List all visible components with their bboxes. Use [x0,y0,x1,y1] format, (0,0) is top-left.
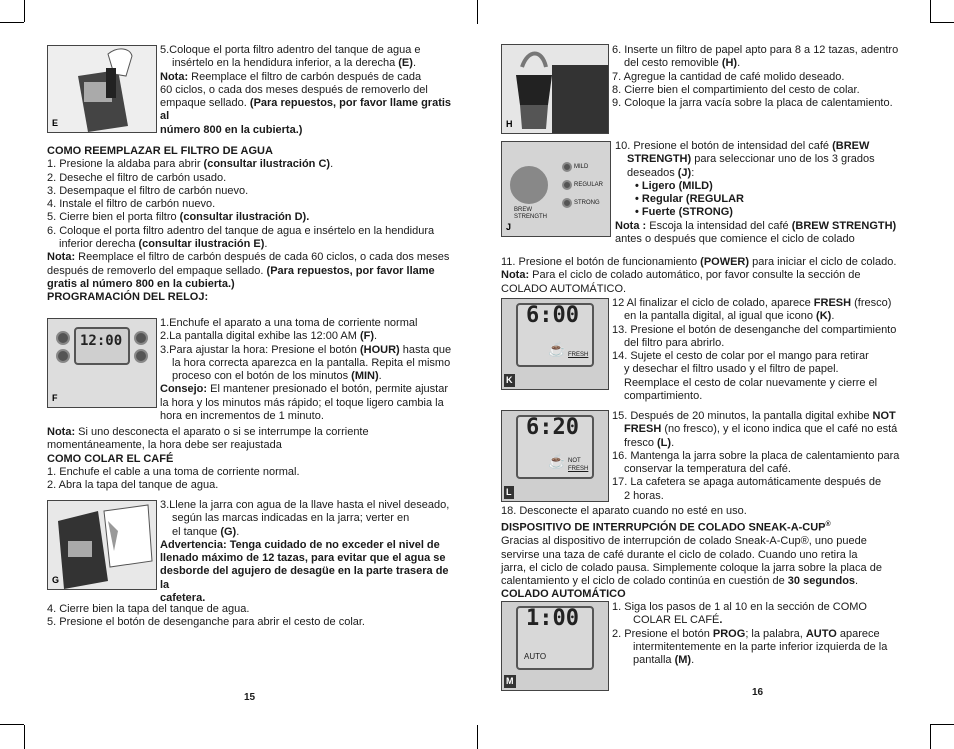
brew-strength-dial [510,166,548,204]
body-bold: 30 segundos [787,575,856,588]
status-ref: NOT [872,410,896,422]
illustration-k [501,298,609,390]
step-text: 9. Coloque la jarra vacía sobre la placa de calentamiento. [612,97,893,110]
crop-mark [0,724,24,725]
lcd-time: 6:20 [526,415,579,440]
punct: . [831,310,835,323]
illustration-j [501,141,611,237]
section-heading-clock: PROGRAMACIÓN DEL RELOJ: [47,291,209,304]
note-bold: (Para repuestos, por favor llame gratis al [160,97,452,123]
mild-label: MILD [574,164,589,170]
step-text: 3.Para ajustar la hora: Presione el botón [160,343,360,356]
section-heading-filter: COMO REEMPLAZAR EL FILTRO DE AGUA [47,145,273,157]
figure-ref: (G) [220,525,237,538]
step-text: aparece [836,627,880,640]
figure-ref: (E) [398,57,413,70]
lcd-time: 1:00 [526,606,579,631]
lcd-display [516,303,594,367]
lcd-mode: AUTO [524,652,547,661]
note-text: empaque sellado. [160,97,250,110]
auto-steps [612,601,922,667]
tip-label: Consejo: [160,383,208,396]
note-bold: gratis al número 800 en la cubierta.) [47,277,235,290]
indicator-light [562,198,572,208]
steps-6-9 [612,44,912,110]
control-button [56,331,70,345]
lcd-status: NOT [568,458,581,464]
figure-label-k: K [504,374,515,387]
note-text: Para el ciclo de colado automático, por favor consulte la sección de [529,269,861,282]
dial-label: BREW [514,207,532,213]
step-text: 16. Mantenga la jarra sobre la placa de calentamiento para [612,449,900,462]
figure-label-g: G [52,574,60,585]
step-text: para iniciar el ciclo de colado. [749,256,897,268]
strength-option: • Ligero (MILD) [635,179,713,192]
punct: . [374,330,378,343]
step-text: deseados [627,166,678,179]
registered-mark: ® [825,521,831,529]
step-text: (no fresco), y el icono indica que el café no está [661,423,898,436]
figure-ref: (M) [674,654,692,667]
punct: . [719,614,723,627]
step-text: 3. Desempaque el filtro de carbón nuevo. [47,184,249,197]
control-button [56,349,70,363]
step-text: pantalla [633,654,675,667]
coffee-cup-icon: ☕ [548,341,566,357]
lcd-status: FRESH [568,466,589,472]
step-text: (fresco) [851,297,892,309]
figure-ref: (J) [677,166,692,179]
lcd-display [74,327,130,365]
step-text: fresco [624,436,658,449]
control-button [134,331,148,345]
regular-label: REGULAR [574,182,604,188]
step-text: Reemplace el cesto de colar nuevamente y cierre el [624,376,878,389]
punct: . [378,370,382,383]
punct: . [264,238,268,251]
figure-label-h: H [506,118,513,129]
strength-option: • Fuerte (STRONG) [635,206,733,219]
step-text: 8. Cierre bien el compartimiento del cesto de colar. [612,83,860,96]
section-heading-brew: COMO COLAR EL CAFÉ [47,452,174,465]
status-ref: FRESH [624,423,662,436]
step-text: inferior derecha [59,238,139,251]
step-text: y desechar el filtro usado y el filtro de papel. [624,363,839,376]
note-bold: número 800 en la cubierta.) [160,123,303,136]
button-ref: (BREW [832,140,870,152]
step-text: proceso con el botón de los minutos [172,370,352,383]
step-text: del filtro para abrirlo. [624,336,725,349]
strength-option: • Regular (REGULAR [635,193,744,206]
step-text: 12 Al finalizar el ciclo de colado, aparece [612,297,814,309]
illustration-l [501,410,609,502]
step-text: 6. Inserte un filtro de papel apto para 8 a 12 tazas, adentro [612,44,899,56]
warning-text: Advertencia: Tenga cuidado de no exceder el nivel de [160,538,440,551]
step-10 [615,140,915,246]
figure-ref: (consultar ilustración C) [203,158,331,171]
illustration-h [501,44,609,134]
tip-text: la hora y los minutos más rápido; el toque ligero cambia la [160,396,444,409]
warning-text: desborde del agujero de desagüe en la parte trasera de la [160,565,449,591]
note-text: COLADO AUTOMÁTICO. [501,282,627,295]
note-label: Nota: [47,426,76,438]
step-text: 2. Abra la tapa del tanque de agua. [47,479,219,492]
step-18-and-sneak [501,505,921,602]
body-text: jarra, el ciclo de colado pausa. Simplemente coloque la jarra sobre la placa de [501,561,882,574]
mode-ref: AUTO [805,627,837,640]
carafe-pouring-illustration [48,501,156,589]
step-text: la hora correcta aparezca en la pantalla. Repita el mismo [172,356,451,369]
punct: . [236,525,240,538]
step-text: compartimiento. [624,390,703,403]
tip-text: El mantener presionado el botón, permite ajustar [207,383,448,396]
warning-text: llenado máximo de 12 tazas, para evitar que el agua se [160,552,446,565]
control-button [134,349,148,363]
illustration-f [47,318,157,408]
lcd-status: FRESH [568,352,589,358]
step-text: 3.Llene la jarra con agua de la llave hasta el nivel deseado, [160,499,450,511]
punct: . [855,575,859,588]
brew-step-3 [160,499,460,605]
page-number-left: 15 [244,692,256,703]
filter-section [47,145,457,305]
center-mark [477,725,478,749]
note-text: Reemplace el filtro de carbón después de cada 60 ciclos, o cada dos meses [75,251,450,264]
button-ref: (MIN) [351,370,379,383]
step-text: intermitentemente en la parte inferior izquierda de la [633,640,888,653]
step-text: ; la palabra, [745,627,806,640]
lcd-display [516,606,594,670]
step-text: insértelo en la hendidura inferior, a la derecha [172,57,399,70]
step-text: 5. Presione el botón de desenganche para abrir el cesto de colar. [47,616,365,629]
lcd-time: 12:00 [80,333,123,349]
illustration-g [47,500,157,590]
step-text: hasta que [399,343,452,356]
body-text: calentamiento y el ciclo de colado continúa en cuestión de [501,575,788,588]
section-heading-sneak-a-cup: DISPOSITIVO DE INTERRUPCIÓN DE COLADO SNEAK-A-CUP [501,521,826,534]
punct: . [330,158,334,171]
note-label: Nota: [501,269,530,282]
clock-steps [160,317,460,423]
step-text: 2 horas. [624,489,664,502]
step-11 [501,256,921,296]
illustration-m [501,601,609,691]
warning-text: cafetera. [160,592,206,605]
step-text: COLAR EL CAFÉ [633,614,720,627]
coffee-cup-icon: ☕ [548,453,566,469]
indicator-light [562,180,572,190]
figure-label-l: L [504,486,514,499]
button-ref: (POWER) [700,256,750,268]
body-text: servirse una taza de café durante el ciclo de colado. Cuando uno retira la [501,548,858,561]
step-text: del cesto removible [624,57,722,70]
punct: . [671,436,675,449]
step-text: 10. Presione el botón de intensidad del café [615,140,833,152]
lcd-time: 6:00 [526,303,579,328]
note-text: después de removerlo del empaque sellado. [47,264,267,277]
step-text: 13. Presione el botón de desenganche del compartimiento [612,323,897,336]
note-text: Escoja la intensidad del café [646,219,792,232]
figure-label-e: E [52,117,59,128]
figure-ref: (H) [721,57,738,70]
crop-mark [930,725,931,749]
note-text: momentáneamente, la hora debe ser reajustada [47,439,282,452]
step-text: 15. Después de 20 minutos, la pantalla digital exhibe [612,410,873,422]
dial-label: STRENGTH [514,214,547,220]
step-text: 2. Presione el botón [612,627,713,640]
step-text: 5. Cierre bien el porta filtro [47,211,180,224]
step-text: conservar la temperatura del café. [624,463,791,476]
step-text: 6. Coloque el porta filtro adentro del tanque de agua e insértelo en la hendidura [47,224,435,237]
step-text: para seleccionar uno de los 3 grados [691,153,875,166]
figure-ref: (F) [359,330,375,343]
punct: . [691,654,695,667]
button-ref: (BREW STRENGTH) [791,219,897,232]
note-label: Nota : [615,219,647,232]
body-text: Gracias al dispositivo de interrupción de colado Sneak-A-Cup®, uno puede [501,535,867,548]
note-label: Nota: [160,70,189,83]
button-ref: PROG [712,627,746,640]
status-ref: FRESH [813,297,852,309]
figure-label-m: M [504,675,516,688]
strong-label: STRONG [574,200,600,206]
tip-text: hora en incrementos de 1 minuto. [160,410,324,423]
punct: . [737,57,741,70]
figure-ref: (L) [657,436,672,449]
note-label: Nota: [47,251,76,264]
step-text: 18. Desconecte el aparato cuando no esté en uso. [501,505,747,517]
illustration-e [47,45,157,133]
step-text: 5.Coloque el porta filtro adentro del tanque de agua e [160,44,421,56]
punct: : [691,166,695,179]
step-text: 4. Cierre bien la tapa del tanque de agua. [47,603,250,615]
step-text: 1. Enchufe el cable a una toma de corriente normal. [47,465,300,478]
punct: . [412,57,416,70]
step-text: 7. Agregue la cantidad de café molido deseado. [612,70,845,83]
step-text: 2. Deseche el filtro de carbón usado. [47,171,227,184]
step-text: 14. Sujete el cesto de colar por el mango para retirar [612,350,869,363]
figure-ref: (consultar ilustración E) [138,238,265,251]
filter-holder-illustration [48,46,156,132]
button-ref: (HOUR) [359,343,400,356]
crop-mark [930,22,954,23]
step-text: 1. Siga los pasos de 1 al 10 en la sección de COMO [612,601,867,613]
figure-ref: (K) [816,310,832,323]
step-text: 1.Enchufe el aparato a una toma de corriente normal [160,317,418,329]
button-ref: STRENGTH) [627,153,692,166]
steps-12-14 [612,297,922,403]
crop-mark [930,0,931,22]
figure-label-f: F [52,392,58,403]
page-number-right: 16 [752,687,764,698]
note-bold: (Para repuestos, por favor llame [266,264,435,277]
step-text: 1. Presione la aldaba para abrir [47,158,204,171]
steps-15-17 [612,410,922,503]
step-text: el tanque [172,525,221,538]
filter-basket-illustration [502,45,608,133]
step-text: 11. Presione el botón de funcionamiento [501,256,701,268]
crop-mark [24,0,25,22]
step-text: 17. La cafetera se apaga automáticamente después de [612,476,882,489]
crop-mark [0,22,24,23]
section-heading-auto: COLADO AUTOMÁTICO [501,588,626,601]
figure-ref: (consultar ilustración D). [179,211,310,224]
figure-label-j: J [506,221,512,232]
center-mark [477,0,478,24]
crop-mark [24,725,25,749]
note-text: 60 ciclos, o cada dos meses después de removerlo del [160,83,428,96]
step-text: 4. Instale el filtro de carbón nuevo. [47,198,216,211]
step-text: en la pantalla digital, al igual que icono [624,310,817,323]
note-text: Si uno desconecta el aparato o si se interrumpe la corriente [75,426,369,438]
lcd-display [516,415,594,479]
brew-steps-continued [47,603,457,630]
step-5-block [160,44,460,137]
brew-section [47,426,457,492]
note-text: Reemplace el filtro de carbón después de cada [188,70,422,83]
crop-mark [930,724,954,725]
step-text: 2.La pantalla digital exhibe las 12:00 AM [160,330,360,343]
step-text: según las marcas indicadas en la jarra; verter en [172,512,410,525]
note-text: antes o después que comience el ciclo de colado [615,233,855,246]
indicator-light [562,162,572,172]
